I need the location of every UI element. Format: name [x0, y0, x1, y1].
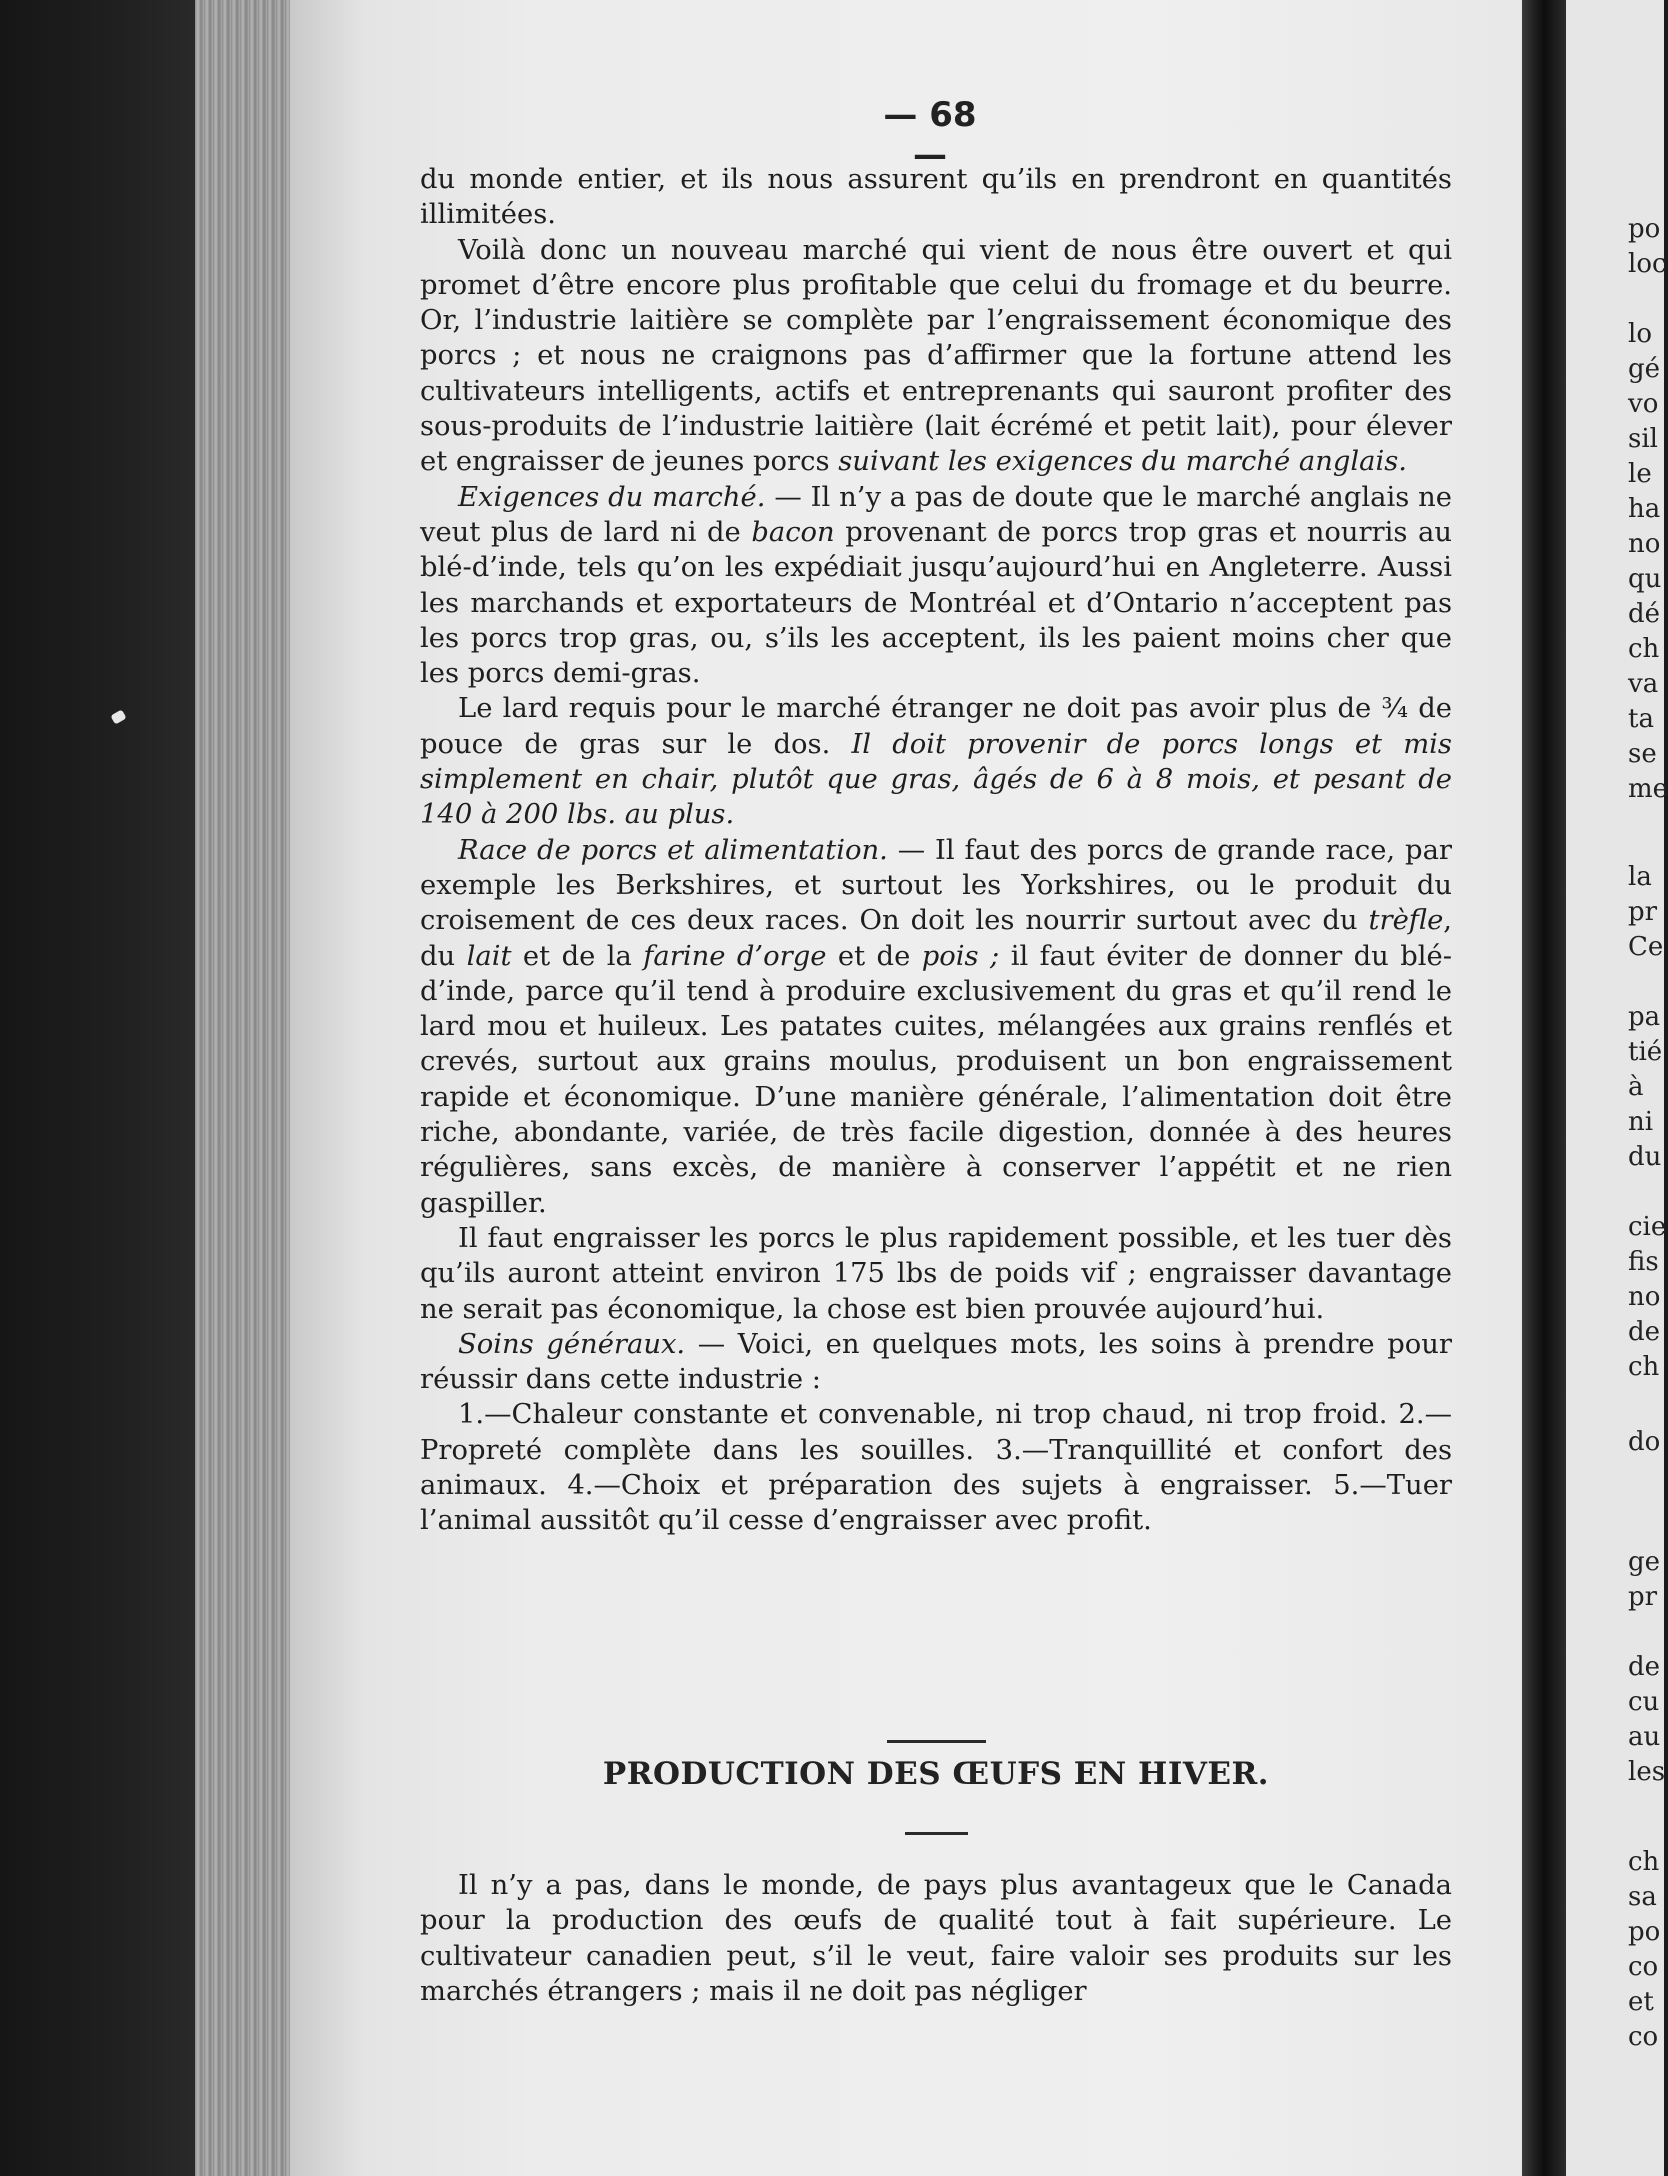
facing-page-fragment: à — [1628, 1072, 1644, 1102]
section-heading: PRODUCTION DES ŒUFS EN HIVER. — [602, 1756, 1270, 1792]
paragraph-p6: Il faut engraisser les porcs le plus rapidement possible, et les tuer dès qu’ils auront atteint environ 175 lbs de poids vif ; engraisser davantage ne serait pas économique, la chose est bien prouvée aujourd’hui. — [420, 1222, 1452, 1325]
facing-page-fragment: po — [1628, 1917, 1661, 1947]
facing-page-fragment: no — [1628, 529, 1661, 559]
facing-page-fragment: ch — [1628, 634, 1660, 664]
facing-page-fragment: no — [1628, 1282, 1661, 1312]
paragraph-p2: Voilà donc un nouveau marché qui vient de nous être ouvert et qui promet d’être encore plus profitable que celui du fromage et du beurre. Or, l’industrie laitière se complète par l’engraissement économique des porcs ; et nous ne craignons pas d’affirmer que la fortune attend les cultivateurs intelligents, actifs et entreprenants qui sauront profiter des sous-produits de l’industrie laitière (lait écrémé et petit lait), pour élever et engraisser de jeunes porcs suivant les exigences du marché anglais. — [420, 234, 1452, 478]
paragraph-p3: Exigences du marché. — Il n’y a pas de doute que le marché anglais ne veut plus de lard ni de bacon provenant de porcs trop gras et nourris au blé-d’inde, tels qu’on les expédiait jusqu’aujourd’hui en Angleterre. Aussi les marchands et exportateurs de Montréal et d’Ontario n’acceptent pas les porcs trop gras, ou, s’ils les acceptent, ils les paient moins cher que les porcs demi-gras. — [420, 481, 1453, 690]
facing-page-fragment: sa — [1628, 1882, 1657, 1912]
scanner-dark-margin — [0, 0, 200, 2176]
facing-page-fragment: me — [1628, 774, 1668, 804]
facing-page-fragment: de — [1628, 1317, 1661, 1347]
facing-page-fragment: pa — [1628, 1002, 1661, 1032]
paragraph-q1: Il n’y a pas, dans le monde, de pays plus avantageux que le Canada pour la production des œufs de qualité tout à fait supérieure. Le cultivateur canadien peut, s’il le veut, faire valoir ses produits sur les marchés étrangers ; mais il ne doit pas négliger — [420, 1870, 1452, 2007]
book-gutter — [1522, 0, 1566, 2176]
facing-page-fragment: va — [1628, 669, 1659, 699]
facing-page-fragment: se — [1628, 739, 1657, 769]
facing-page-fragment: pr — [1628, 1582, 1658, 1612]
facing-page-fragment: Ce — [1628, 932, 1664, 962]
facing-page-fragment: qu — [1628, 564, 1662, 594]
facing-page-fragment: co — [1628, 1952, 1659, 1982]
page-number: — 68 — — [883, 95, 977, 175]
facing-page-fragment: de — [1628, 1652, 1661, 1682]
facing-page-fragment: ni — [1628, 1107, 1654, 1137]
facing-page-fragment: po — [1628, 214, 1661, 244]
facing-page-fragment: dé — [1628, 599, 1661, 629]
paragraph-p5: Race de porcs et alimentation. — Il faut des porcs de grande race, par exemple les Berkshires, et surtout les Yorkshires, ou le produit du croisement de ces deux races. On doit les nourrir surtout avec du trèfle, du lait et de la farine d’orge et de pois ; il faut éviter de donner du blé-d’inde, parce qu’il tend à produire exclusivement du gras et qu’il rend le lard mou et huileux. Les patates cuites, mélangées aux grains renflés et crevés, surtout aux grains moulus, produisent un bon engraissement rapide et économique. D’une manière générale, l’alimentation doit être riche, abondante, variée, de très facile digestion, donnée à des heures régulières, sans excès, de manière à conserver l’appétit et ne rien gaspiller. — [420, 834, 1452, 1219]
facing-page-fragment: do — [1628, 1427, 1661, 1457]
facing-page-fragment: du — [1628, 1142, 1662, 1172]
body-text — [420, 162, 1452, 1539]
facing-page-fragment: ge — [1628, 1547, 1661, 1577]
section-body-text — [420, 1868, 1452, 2009]
paragraph-p1: du monde entier, et ils nous assurent qu’ils en prendront en quantités illimitées. — [420, 164, 1452, 231]
facing-page-fragment: les — [1628, 1757, 1666, 1787]
facing-page-fragment: pr — [1628, 897, 1658, 927]
facing-page-fragment: lo — [1628, 319, 1652, 349]
facing-page-fragment: co — [1628, 2022, 1659, 2052]
facing-page-fragment: cie — [1628, 1212, 1667, 1242]
facing-page-fragment: et — [1628, 1987, 1654, 2017]
facing-page-fragment: ha — [1628, 494, 1661, 524]
facing-page-fragment: ta — [1628, 704, 1654, 734]
paragraph-p4: Le lard requis pour le marché étranger ne doit pas avoir plus de ¾ de pouce de gras sur le dos. Il doit provenir de porcs longs et mis simplement en chair, plutôt que gras, âgés de 6 à 8 mois, et pesant de 140 à 200 lbs. au plus. — [420, 693, 1452, 831]
facing-page-fragment: fis — [1628, 1247, 1659, 1277]
facing-page-fragment: tié — [1628, 1037, 1663, 1067]
heading-rule-bottom — [905, 1832, 968, 1835]
facing-page-fragment: vo — [1628, 389, 1659, 419]
facing-page-fragment: ch — [1628, 1352, 1660, 1382]
facing-page-fragment: au — [1628, 1722, 1661, 1752]
book-page-edges — [195, 0, 305, 2176]
facing-page-fragment: cu — [1628, 1687, 1660, 1717]
facing-page-fragment: la — [1628, 862, 1652, 892]
facing-page-fragment: gé — [1628, 354, 1661, 384]
facing-page-fragment: loc — [1628, 249, 1667, 279]
heading-rule-top — [887, 1740, 986, 1743]
facing-page-fragment: sil — [1628, 424, 1658, 454]
facing-page-fragment: ch — [1628, 1847, 1660, 1877]
facing-page-fragment: le — [1628, 459, 1652, 489]
paragraph-p7: Soins généraux. — Voici, en quelques mots, les soins à prendre pour réussir dans cette industrie : — [420, 1328, 1453, 1396]
paragraph-p8: 1.—Chaleur constante et convenable, ni trop chaud, ni trop froid. 2.—Propreté complète dans les souilles. 3.—Tranquillité et confort des animaux. 4.—Choix et préparation des sujets à engraisser. 5.—Tuer l’animal aussitôt qu’il cesse d’engraisser avec profit. — [420, 1399, 1452, 1537]
